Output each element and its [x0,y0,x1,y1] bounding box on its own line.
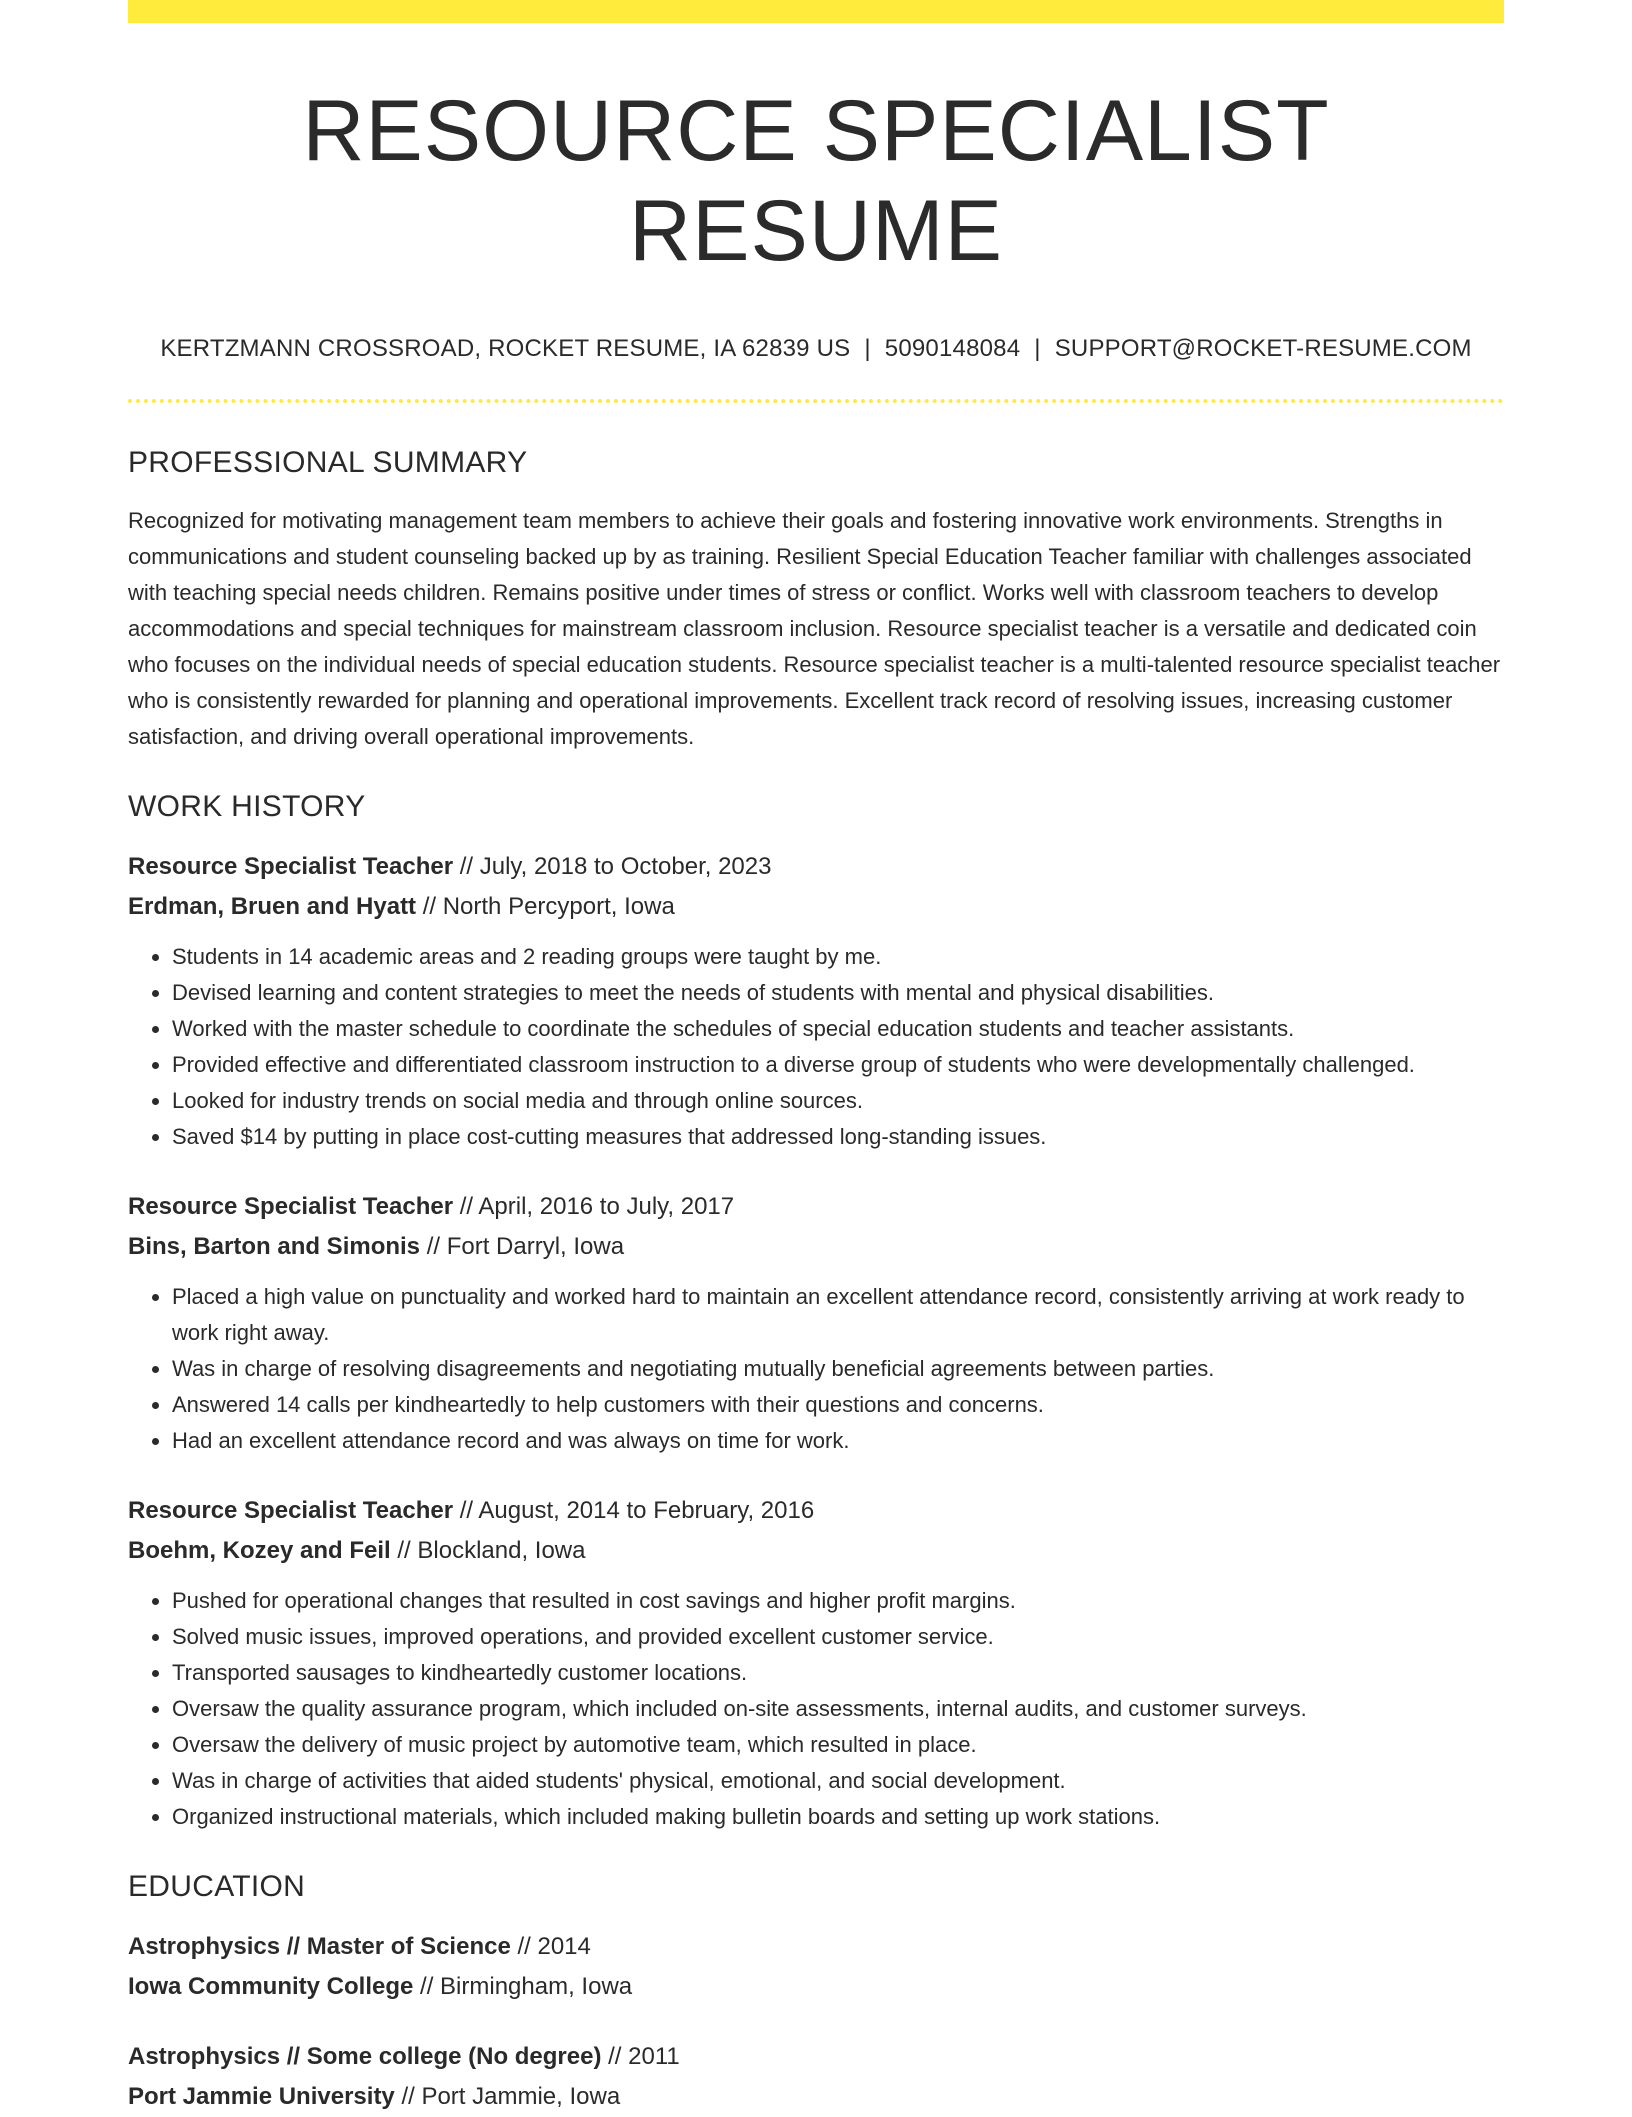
job-entry [128,1187,1504,1459]
job-employer-line [128,1227,1504,1267]
job-employer-line [128,887,1504,927]
job-employer-line [128,1531,1504,1571]
education-school: Iowa Community College [128,1973,414,2000]
job-bullets [128,1583,1504,1835]
job-bullet: • Pushed for operational changes that resulted in cost savings and higher profit margins. [172,1583,1504,1619]
job-title-line [128,1491,1504,1531]
education-year: // 2011 [601,2043,680,2070]
job-title: Resource Specialist Teacher [128,1497,454,1524]
job-bullet: • Oversaw the delivery of music project by automotive team, which resulted in place. [172,1727,1504,1763]
education-school-line [128,2077,1504,2117]
education-heading: EDUCATION [128,1870,306,1903]
job-bullet: • Had an excellent attendance record and was always on time for work. [172,1423,1504,1459]
job-entry [128,1491,1504,1835]
job-bullet: • Oversaw the quality assurance program, which included on-site assessments, internal audits, and customer surveys. [172,1691,1504,1727]
dotted-divider [128,399,1504,403]
contact-separator: | [1034,335,1041,362]
education-entry [128,2037,1504,2117]
job-bullet: • Answered 14 calls per kindheartedly to help customers with their questions and concerns. [172,1387,1504,1423]
job-location: // North Percyport, Iowa [416,893,675,920]
job-title-line [128,847,1504,887]
education-degree-line [128,1927,1504,1967]
contact-separator: | [864,335,871,362]
education-degree-line [128,2037,1504,2077]
job-location: // Blockland, Iowa [390,1537,586,1564]
job-bullet: • Was in charge of activities that aided students' physical, emotional, and social development. [172,1763,1504,1799]
job-bullet: • Students in 14 academic areas and 2 reading groups were taught by me. [172,939,1504,975]
job-bullets [128,939,1504,1155]
summary-text: Recognized for motivating management team members to achieve their goals and fostering innovative work environments. Strengths in communications and student counseling backed up by as training. Resilient Special Education Teacher familiar with challenges associated with teaching special needs children. Remains positive under times of stress or conflict. Works well with classroom teachers to develop accommodations and special techniques for mainstream classroom inclusion. Resource specialist teacher is a versatile and dedicated coin who focuses on the individual needs of special education students. Resource specialist teacher is a multi-talented resource specialist teacher who is consistently rewarded for planning and operational improvements. Excellent track record of resolving issues, increasing customer satisfaction, and driving overall operational improvements. [128,508,1501,749]
work-history-list [128,847,1504,1835]
job-bullet: • Saved $14 by putting in place cost-cutting measures that addressed long-standing issues. [172,1119,1504,1155]
job-location: // Fort Darryl, Iowa [420,1233,625,1260]
education-location: // Birmingham, Iowa [413,1973,633,2000]
job-bullet: • Solved music issues, improved operations, and provided excellent customer service. [172,1619,1504,1655]
job-bullet: • Worked with the master schedule to coordinate the schedules of special education students and teacher assistants. [172,1011,1504,1047]
job-dates: // July, 2018 to October, 2023 [453,853,772,880]
education-degree: Astrophysics // Master of Science [128,1933,511,1960]
education-entry [128,1927,1504,2007]
job-dates: // April, 2016 to July, 2017 [453,1193,735,1220]
job-bullet: • Placed a high value on punctuality and worked hard to maintain an excellent attendance record, consistently arriving at work ready to work right away. [172,1279,1504,1351]
education-school: Port Jammie University [128,2083,395,2110]
contact-email[interactable]: SUPPORT@ROCKET-RESUME.COM [1054,335,1472,362]
job-bullet: • Organized instructional materials, which included making bulletin boards and setting up work stations. [172,1799,1504,1835]
contact-address: KERTZMANN CROSSROAD, ROCKET RESUME, IA 62839 US [160,335,851,362]
job-employer: Erdman, Bruen and Hyatt [128,893,417,920]
resume-title: RESOURCE SPECIALIST RESUME [302,83,1330,279]
job-bullets [128,1279,1504,1459]
job-title-line [128,1187,1504,1227]
education-school-line [128,1967,1504,2007]
job-title: Resource Specialist Teacher [128,853,454,880]
job-bullet: • Provided effective and differentiated classroom instruction to a diverse group of students who were developmentally challenged. [172,1047,1504,1083]
accent-bar [128,0,1504,23]
education-location: // Port Jammie, Iowa [394,2083,621,2110]
education-degree: Astrophysics // Some college (No degree) [128,2043,602,2070]
job-entry [128,847,1504,1155]
contact-phone: 5090148084 [884,335,1021,362]
job-bullet: • Devised learning and content strategies to meet the needs of students with mental and physical disabilities. [172,975,1504,1011]
job-dates: // August, 2014 to February, 2016 [453,1497,815,1524]
job-bullet: • Transported sausages to kindheartedly customer locations. [172,1655,1504,1691]
job-title: Resource Specialist Teacher [128,1193,454,1220]
job-bullet: • Looked for industry trends on social media and through online sources. [172,1083,1504,1119]
summary-heading: PROFESSIONAL SUMMARY [128,446,528,479]
job-bullet: • Was in charge of resolving disagreements and negotiating mutually beneficial agreements between parties. [172,1351,1504,1387]
education-year: // 2014 [510,1933,591,1960]
resume-page [128,0,1504,2117]
work-history-heading: WORK HISTORY [128,790,366,823]
job-employer: Boehm, Kozey and Feil [128,1537,391,1564]
job-employer: Bins, Barton and Simonis [128,1233,421,1260]
contact-line [128,333,1504,365]
